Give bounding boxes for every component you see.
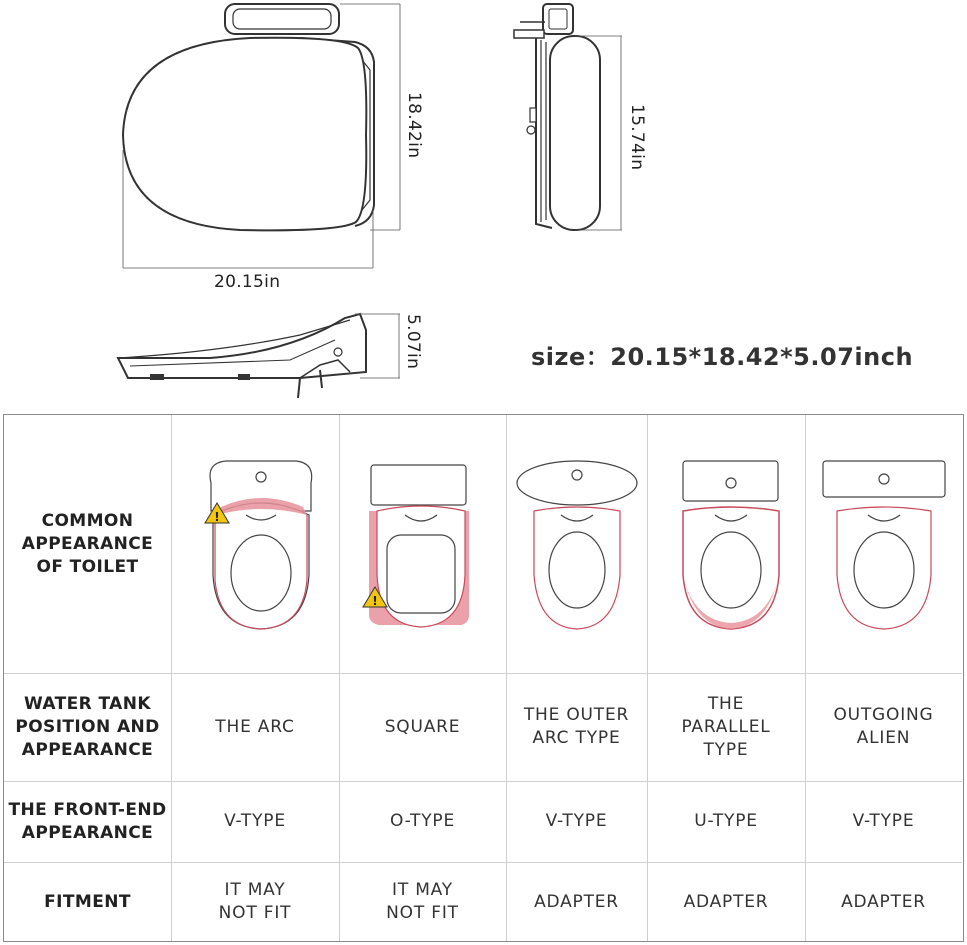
row-header-common-appearance: COMMON APPEARANCE OF TOILET [21,510,154,577]
toilet-drawing-arc [171,415,339,673]
front-end-cell: U-TYPE [694,811,758,831]
length-dimension-label: 18.42in [404,92,424,159]
fitment-cell: ADAPTER [841,891,926,912]
tank-position-cell: THE OUTER ARC TYPE [523,705,630,748]
fitment-cell: IT MAY NOT FIT [386,880,459,923]
row-header-tank-position: WATER TANK POSITION AND APPEARANCE [15,693,160,760]
toilet-compatibility-table [3,414,964,942]
toilet-drawing-outer-arc [506,415,647,673]
toilet-drawing-parallel [647,415,805,673]
row-header-front-end: THE FRONT-END APPEARANCE [8,799,167,843]
tank-position-cell: SQUARE [384,716,461,737]
front-end-cell: V-TYPE [545,811,608,831]
row-header-fitment: FITMENT [44,891,131,912]
svg-text:!: ! [214,510,220,524]
fitment-cell: IT MAY NOT FIT [218,880,292,923]
tank-position-cell: THE ARC [215,716,295,737]
size-label: size：20.15*18.42*5.07inch [531,343,914,371]
width-dimension-label: 20.15in [214,272,281,292]
fitment-cell: ADAPTER [683,891,769,912]
tank-position-cell: OUTGOING ALIEN [833,705,934,748]
front-end-cell: O-TYPE [390,811,455,831]
front-end-cell: V-TYPE [852,811,915,831]
height-dimension-label: 5.07in [403,314,423,370]
toilet-drawing-square [339,415,506,673]
toilet-drawing-outgoing-alien [805,415,962,673]
top-view-drawing [0,0,967,300]
depth-dimension-label: 15.74in [627,104,647,171]
svg-text:!: ! [372,594,378,608]
front-end-cell: V-TYPE [224,811,286,831]
fitment-cell: ADAPTER [534,891,619,912]
tank-position-cell: THE PARALLEL TYPE [681,693,771,760]
